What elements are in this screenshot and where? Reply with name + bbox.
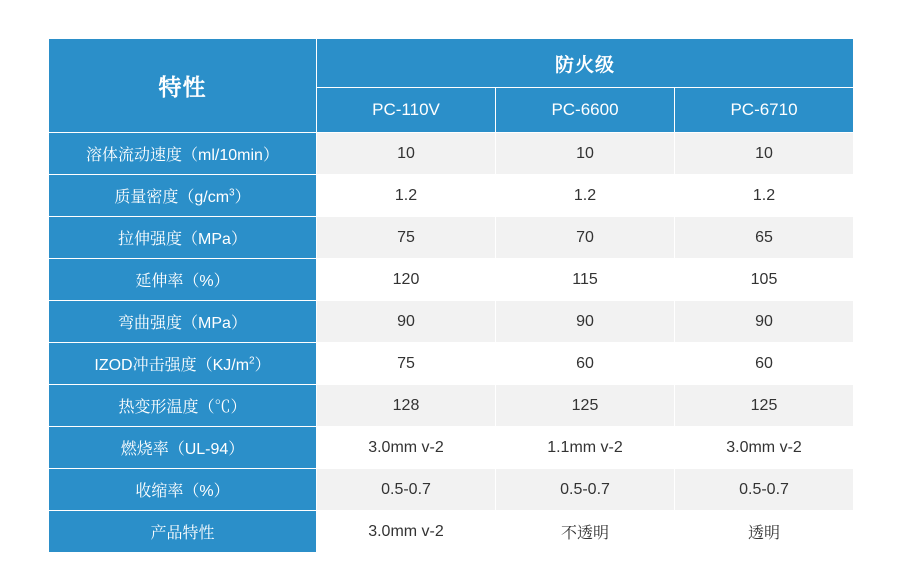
- table-row: [49, 301, 854, 343]
- table-cell: 90: [675, 301, 854, 343]
- row-label: 拉伸强度（MPa）: [49, 217, 317, 259]
- row-label: 热变形温度（℃）: [49, 385, 317, 427]
- header-column-2: PC-6710: [675, 88, 854, 133]
- table-body: [49, 39, 854, 553]
- table-cell: 10: [317, 133, 496, 175]
- table-row: [49, 259, 854, 301]
- table-cell: 不透明: [496, 511, 675, 553]
- table-row: [49, 175, 854, 217]
- table-cell: 90: [496, 301, 675, 343]
- table-cell: 1.2: [496, 175, 675, 217]
- table-cell: 10: [675, 133, 854, 175]
- table-cell: 0.5-0.7: [317, 469, 496, 511]
- table-row: [49, 133, 854, 175]
- table-cell: 3.0mm v-2: [317, 427, 496, 469]
- table-cell: 60: [675, 343, 854, 385]
- table-row: [49, 385, 854, 427]
- table-cell: 1.2: [675, 175, 854, 217]
- material-property-table: [48, 38, 854, 553]
- table-cell: 105: [675, 259, 854, 301]
- table-cell: 115: [496, 259, 675, 301]
- table-row: [49, 511, 854, 553]
- table-cell: 70: [496, 217, 675, 259]
- table-cell: 90: [317, 301, 496, 343]
- table-row: [49, 343, 854, 385]
- row-label: 溶体流动速度（ml/10min）: [49, 133, 317, 175]
- row-label: 延伸率（%）: [49, 259, 317, 301]
- table-row: [49, 469, 854, 511]
- table-cell: 0.5-0.7: [675, 469, 854, 511]
- table-cell: 65: [675, 217, 854, 259]
- table-header-row-top: [49, 39, 854, 88]
- table-cell: 75: [317, 343, 496, 385]
- row-label: 弯曲强度（MPa）: [49, 301, 317, 343]
- row-label: 质量密度$(g/cm^3)$: [49, 175, 317, 217]
- table-cell: 3.0mm v-2: [675, 427, 854, 469]
- table-row: [49, 217, 854, 259]
- table-cell: 128: [317, 385, 496, 427]
- table-cell: 透明: [675, 511, 854, 553]
- spec-table-container: [48, 38, 853, 553]
- table-cell: 60: [496, 343, 675, 385]
- header-column-1: PC-6600: [496, 88, 675, 133]
- table-cell: 125: [496, 385, 675, 427]
- table-row: [49, 427, 854, 469]
- header-property-label: 特性: [49, 39, 317, 133]
- row-label: 燃烧率（UL-94）: [49, 427, 317, 469]
- header-group-label: 防火级: [317, 39, 854, 88]
- table-cell: 1.2: [317, 175, 496, 217]
- table-cell: 125: [675, 385, 854, 427]
- table-cell: 3.0mm v-2: [317, 511, 496, 553]
- table-cell: 1.1mm v-2: [496, 427, 675, 469]
- table-cell: 120: [317, 259, 496, 301]
- row-label: 收缩率（%）: [49, 469, 317, 511]
- row-label: 产品特性: [49, 511, 317, 553]
- table-cell: 75: [317, 217, 496, 259]
- table-cell: 10: [496, 133, 675, 175]
- table-cell: 0.5-0.7: [496, 469, 675, 511]
- header-column-0: PC-110V: [317, 88, 496, 133]
- row-label: IZOD冲击强度$(KJ/m^2)$: [49, 343, 317, 385]
